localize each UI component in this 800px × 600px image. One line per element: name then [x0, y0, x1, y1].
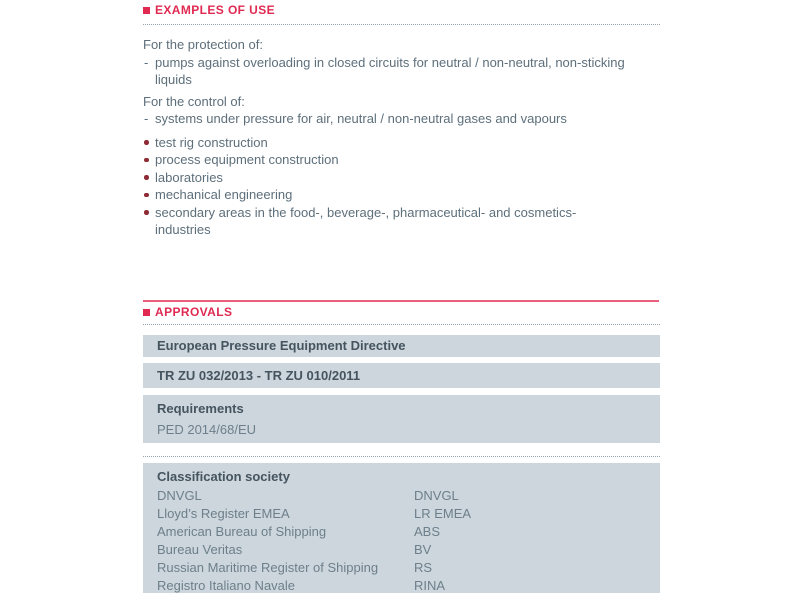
approval-box-classification [143, 463, 660, 593]
protection-item: - pumps against overloading in closed circuits for neutral / non-neutral, non-sticking liquids [143, 54, 629, 89]
application-bullet-list [143, 134, 643, 240]
bullet-item: process equipment construction [143, 151, 629, 169]
society-name: Lloyd’s Register EMEA [157, 506, 290, 521]
society-abbr: ABS [414, 524, 441, 539]
society-abbr: DNVGL [414, 488, 459, 503]
society-abbr: RS [414, 560, 433, 575]
society-name: DNVGL [157, 488, 202, 503]
society-abbr: BV [414, 542, 432, 557]
protection-lead: For the protection of: [143, 37, 263, 52]
examples-of-use-header [143, 3, 275, 17]
society-name: American Bureau of Shipping [157, 524, 327, 539]
dotted-divider [143, 456, 660, 457]
dotted-divider [143, 324, 660, 325]
approval-box-heading: TR ZU 032/2013 - TR ZU 010/2011 [157, 367, 361, 383]
control-lead: For the control of: [143, 93, 245, 109]
approval-box-tr-zu [143, 363, 660, 388]
bullet-item: mechanical engineering [143, 186, 629, 204]
society-name: Registro Italiano Navale [157, 578, 296, 593]
classification-row [157, 559, 650, 577]
control-item: - systems under pressure for air, neutral / non-neutral gases and vapours [143, 110, 629, 128]
requirements-heading: Requirements [157, 401, 244, 416]
society-abbr: LR EMEA [414, 506, 472, 521]
approval-box-requirements [143, 395, 660, 443]
classification-row [157, 487, 650, 505]
classification-row [157, 577, 650, 595]
society-name: Bureau Veritas [157, 542, 243, 557]
section-marker-square-icon [143, 7, 150, 14]
document-content [143, 0, 660, 600]
approval-box-ped-directive [143, 335, 660, 357]
classification-row [157, 523, 650, 541]
society-abbr: RINA [414, 578, 446, 593]
classification-row [157, 541, 650, 559]
approvals-title: APPROVALS [155, 305, 233, 319]
protection-group [143, 36, 643, 89]
society-name: Russian Maritime Register of Shipping [157, 560, 379, 575]
approvals-header [143, 305, 232, 319]
bullet-item: test rig construction [143, 134, 629, 152]
bullet-item: laboratories [143, 169, 629, 187]
control-group [143, 93, 643, 128]
bullet-item: secondary areas in the food-, beverage-, pharmaceutical- and cosmetics-industries [143, 204, 629, 239]
classification-row [157, 505, 650, 523]
examples-body [143, 36, 643, 239]
classification-table [157, 487, 650, 595]
dotted-divider [143, 24, 660, 25]
requirements-value: PED 2014/68/EU [157, 422, 257, 437]
approval-box-heading: European Pressure Equipment Directive [157, 338, 406, 353]
examples-of-use-title: EXAMPLES OF USE [155, 3, 276, 17]
section-marker-square-icon [143, 309, 150, 316]
classification-heading: Classification society [157, 469, 290, 484]
section-top-rule [143, 300, 659, 302]
